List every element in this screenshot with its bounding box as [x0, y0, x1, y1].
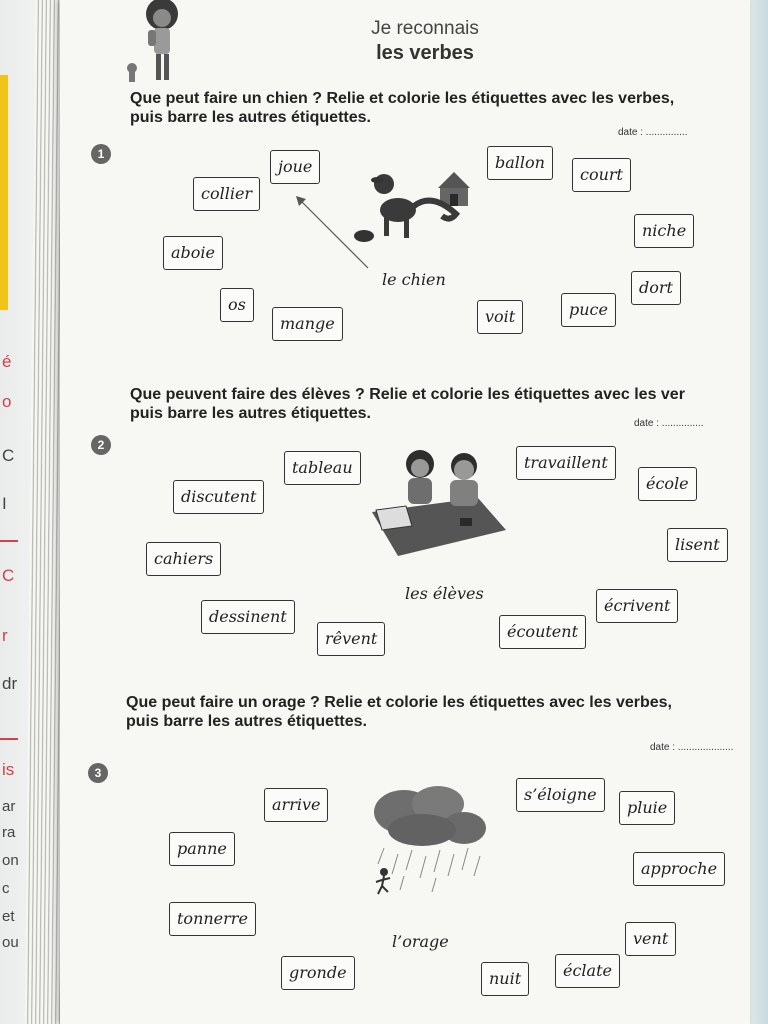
background-letter: r	[2, 626, 8, 645]
label-arrive[interactable]: arrive	[264, 788, 328, 822]
label-collier[interactable]: collier	[193, 177, 260, 211]
subject-les-eleves: les élèves	[405, 584, 484, 603]
label-approche[interactable]: approche	[633, 852, 725, 886]
label-court[interactable]: court	[572, 158, 631, 192]
exercise-3-instruction	[126, 693, 672, 731]
label-ballon[interactable]: ballon	[487, 146, 553, 180]
instruction-line: Que peuvent faire des élèves ? Relie et colorie les étiquettes avec les ver	[130, 386, 685, 403]
link-line	[294, 194, 374, 274]
label-pluie[interactable]: pluie	[619, 791, 675, 825]
label-joue[interactable]: joue	[270, 150, 320, 184]
background-letter: is	[2, 760, 15, 779]
background-letter: I	[2, 494, 7, 513]
label-dessinent[interactable]: dessinent	[201, 600, 295, 634]
girl-mascot-icon	[118, 0, 198, 86]
exercise-1-instruction	[130, 89, 674, 127]
background-letter: é	[2, 352, 12, 371]
label-ecrivent[interactable]: écrivent	[596, 589, 678, 623]
label-nuit[interactable]: nuit	[481, 962, 529, 996]
label-os[interactable]: os	[220, 288, 254, 322]
label-niche[interactable]: niche	[634, 214, 694, 248]
label-cahiers[interactable]: cahiers	[146, 542, 221, 576]
background-letter: ra	[2, 824, 16, 841]
label-ecole[interactable]: école	[638, 467, 697, 501]
header-title: Je reconnais	[371, 18, 479, 39]
label-voit[interactable]: voit	[477, 300, 523, 334]
exercise-2-instruction	[130, 385, 685, 423]
label-tonnerre[interactable]: tonnerre	[169, 902, 256, 936]
label-puce[interactable]: puce	[561, 293, 616, 327]
background-letter: o	[2, 392, 12, 411]
label-eclate[interactable]: éclate	[555, 954, 620, 988]
instruction-line: puis barre les autres étiquettes.	[126, 713, 367, 730]
background-rule	[0, 540, 18, 542]
background-letter: ou	[2, 934, 19, 951]
label-tableau[interactable]: tableau	[284, 451, 361, 485]
instruction-line: puis barre les autres étiquettes.	[130, 109, 371, 126]
background-letter: c	[2, 880, 10, 897]
exercise-number-badge: 1	[91, 144, 111, 164]
label-vent[interactable]: vent	[625, 922, 676, 956]
background-letter: dr	[2, 674, 18, 693]
header-subtitle: les verbes	[376, 42, 474, 64]
instruction-line: Que peut faire un chien ? Relie et colorie les étiquettes avec les verbes,	[130, 90, 675, 107]
background-letter: et	[2, 908, 15, 925]
subject-l-orage: l’orage	[392, 932, 449, 951]
background-letter: C	[2, 566, 15, 585]
date-field[interactable]: date : ....................	[650, 742, 734, 753]
label-gronde[interactable]: gronde	[281, 956, 355, 990]
yellow-tab	[0, 75, 8, 310]
subject-le-chien: le chien	[382, 270, 446, 289]
label-aboie[interactable]: aboie	[163, 236, 223, 270]
label-revent[interactable]: rêvent	[317, 622, 385, 656]
background-letter: C	[2, 446, 15, 465]
background-letter: ar	[2, 798, 16, 815]
label-panne[interactable]: panne	[169, 832, 235, 866]
exercise-number-badge: 2	[91, 435, 111, 455]
date-field[interactable]: date : ...............	[618, 127, 688, 138]
label-mange[interactable]: mange	[272, 307, 343, 341]
label-travaillent[interactable]: travaillent	[516, 446, 616, 480]
label-lisent[interactable]: lisent	[667, 528, 728, 562]
label-s-eloigne[interactable]: s’éloigne	[516, 778, 605, 812]
background-letter: on	[2, 852, 19, 869]
exercise-number-badge: 3	[88, 763, 108, 783]
label-discutent[interactable]: discutent	[173, 480, 264, 514]
instruction-line: puis barre les autres étiquettes.	[130, 405, 371, 422]
storm-cloud-illustration	[364, 784, 494, 902]
background-rule	[0, 738, 18, 740]
instruction-line: Que peut faire un orage ? Relie et colorie les étiquettes avec les verbes,	[126, 694, 672, 711]
label-dort[interactable]: dort	[631, 271, 681, 305]
date-field[interactable]: date : ...............	[634, 418, 704, 429]
label-ecoutent[interactable]: écoutent	[499, 615, 586, 649]
pupils-illustration	[368, 446, 508, 558]
